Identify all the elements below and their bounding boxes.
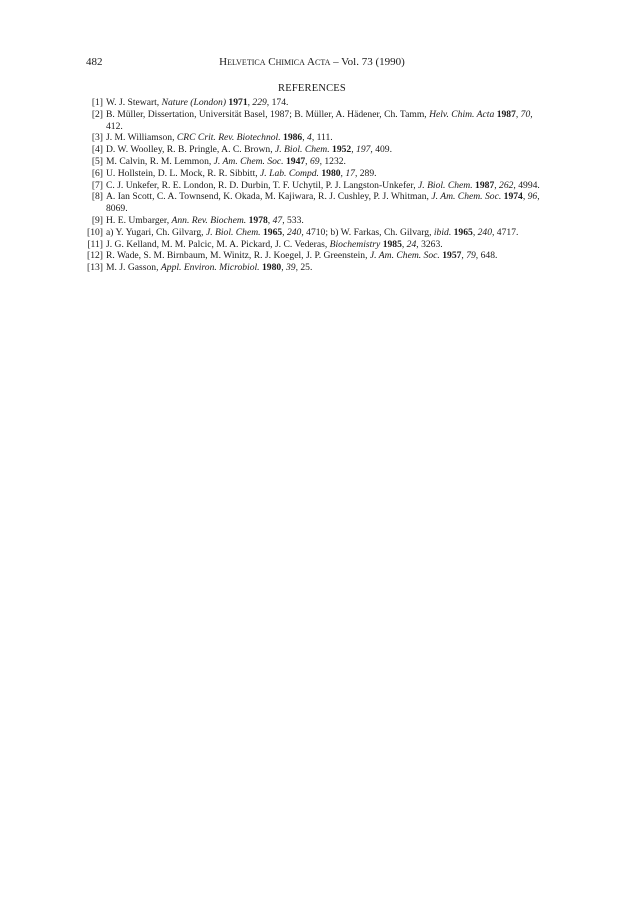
reference-journal-or-volume: J. Biol. Chem. bbox=[418, 179, 473, 191]
reference-text bbox=[104, 250, 546, 262]
reference-number: [2] bbox=[91, 108, 103, 120]
reference-item bbox=[86, 168, 546, 180]
reference-text-segment: , bbox=[494, 179, 500, 191]
reference-journal-or-volume: J. Am. Chem. Soc. bbox=[213, 155, 284, 167]
reference-journal-or-volume: 24 bbox=[406, 238, 417, 250]
reference-item bbox=[86, 109, 546, 133]
reference-item bbox=[86, 239, 546, 251]
reference-item bbox=[86, 227, 546, 239]
reference-text-segment: , bbox=[461, 250, 467, 262]
reference-text-segment: , bbox=[401, 238, 407, 250]
reference-list bbox=[86, 97, 546, 274]
reference-number: [12] bbox=[87, 250, 103, 262]
reference-text-segment: A. Ian Scott, C. A. Townsend, K. Okada, M. Kajiwara, R. J. Cushley, P. J. Whitman, bbox=[106, 191, 432, 203]
reference-text-segment: , 25. bbox=[295, 262, 313, 274]
reference-text-segment: , 289. bbox=[354, 167, 377, 179]
reference-item bbox=[86, 180, 546, 192]
reference-number: [3] bbox=[91, 132, 103, 144]
reference-text bbox=[104, 132, 546, 144]
journal-name: Helvetica Chimica Acta bbox=[219, 56, 331, 68]
reference-text-segment: J. G. Kelland, M. M. Palcic, M. A. Pickard, J. C. Vederas, bbox=[106, 238, 330, 250]
reference-journal-or-volume: J. Am. Chem. Soc. bbox=[369, 250, 440, 262]
reference-text-segment: , 111. bbox=[311, 132, 333, 144]
reference-text-segment: , 412. bbox=[106, 108, 533, 132]
reference-year: 1974 bbox=[503, 191, 523, 203]
reference-text bbox=[104, 180, 546, 192]
reference-journal-or-volume: 39 bbox=[285, 262, 296, 274]
reference-number: [6] bbox=[91, 167, 103, 179]
reference-year: 1952 bbox=[332, 144, 352, 156]
reference-journal-or-volume: 229 bbox=[252, 97, 267, 108]
reference-year: 1947 bbox=[285, 155, 306, 167]
reference-journal-or-volume: ibid. bbox=[433, 226, 452, 238]
reference-item bbox=[86, 132, 546, 144]
reference-number: [11] bbox=[87, 238, 103, 250]
reference-text-segment: W. J. Stewart, bbox=[106, 97, 162, 108]
reference-journal-or-volume: 240 bbox=[286, 226, 302, 238]
reference-journal-or-volume: 79 bbox=[466, 250, 476, 262]
reference-text-segment: J. M. Williamson, bbox=[106, 132, 177, 144]
reference-number: [1] bbox=[91, 97, 103, 108]
reference-journal-or-volume: J. Am. Chem. Soc. bbox=[431, 191, 502, 203]
reference-year: 1957 bbox=[442, 250, 462, 262]
reference-text-segment: B. Müller, Dissertation, Universität Basel, 1987; B. Müller, A. Hädener, Ch. Tamm, bbox=[106, 108, 430, 120]
reference-text-segment: D. W. Woolley, R. B. Pringle, A. C. Brown, bbox=[106, 144, 275, 156]
reference-item bbox=[86, 262, 546, 274]
reference-journal-or-volume: CRC Crit. Rev. Biotechnol. bbox=[176, 132, 281, 144]
page-header bbox=[0, 54, 624, 70]
reference-text bbox=[104, 215, 546, 227]
reference-text-segment: , 4710; b) W. Farkas, Ch. Gilvarg, bbox=[301, 226, 434, 238]
reference-journal-or-volume: Biochemistry bbox=[329, 238, 381, 250]
reference-number: [4] bbox=[91, 144, 103, 156]
reference-journal-or-volume: 47 bbox=[272, 214, 283, 226]
reference-text-segment: , 409. bbox=[370, 144, 392, 156]
reference-journal-or-volume: 240 bbox=[477, 226, 492, 238]
reference-text-segment: M. J. Gasson, bbox=[106, 262, 161, 274]
reference-text-segment: , bbox=[340, 167, 346, 179]
reference-text bbox=[104, 156, 546, 168]
page-number: 482 bbox=[86, 56, 103, 68]
reference-item bbox=[86, 250, 546, 262]
section-title: REFERENCES bbox=[278, 83, 346, 94]
reference-text bbox=[104, 227, 546, 239]
reference-text-segment: , 648. bbox=[475, 250, 498, 262]
reference-text-segment: , bbox=[281, 262, 286, 274]
reference-number: [10] bbox=[87, 226, 103, 238]
reference-year: 1985 bbox=[382, 238, 402, 250]
reference-year: 1965 bbox=[262, 226, 283, 238]
reference-year: 1986 bbox=[283, 132, 303, 144]
reference-journal-or-volume: Helv. Chim. Acta bbox=[429, 108, 495, 120]
reference-journal-or-volume: Nature (London) bbox=[161, 97, 227, 108]
reference-journal-or-volume: 262 bbox=[499, 179, 514, 191]
running-head bbox=[0, 54, 624, 70]
reference-text bbox=[104, 144, 546, 156]
reference-text-segment: , 1232. bbox=[319, 155, 346, 167]
reference-year: 1980 bbox=[321, 167, 341, 179]
reference-text-segment: , bbox=[302, 132, 308, 144]
reference-text-segment: , 3263. bbox=[416, 238, 443, 250]
reference-number: [8] bbox=[91, 191, 103, 203]
reference-text-segment: , bbox=[472, 226, 478, 238]
reference-number: [5] bbox=[91, 155, 103, 167]
reference-text-segment: C. J. Unkefer, R. E. London, R. D. Durbin, T. F. Uchytil, P. J. Langston-Unkefer, bbox=[106, 179, 419, 191]
reference-item bbox=[86, 97, 546, 109]
reference-text-segment: , 533. bbox=[282, 214, 304, 226]
reference-text-segment: , 4994. bbox=[513, 179, 540, 191]
reference-text-segment: , bbox=[267, 214, 273, 226]
reference-item bbox=[86, 144, 546, 156]
reference-text bbox=[104, 168, 546, 180]
reference-item bbox=[86, 191, 546, 215]
reference-text bbox=[104, 239, 546, 251]
reference-journal-or-volume: Appl. Environ. Microbiol. bbox=[160, 262, 260, 274]
reference-text-segment: , 8069. bbox=[106, 191, 540, 215]
reference-year: 1980 bbox=[262, 262, 282, 274]
reference-text-segment: , bbox=[305, 155, 310, 167]
reference-text-segment: , 174. bbox=[266, 97, 289, 108]
reference-year: 1987 bbox=[475, 179, 495, 191]
reference-year: 1987 bbox=[496, 108, 516, 120]
reference-year: 1965 bbox=[453, 226, 473, 238]
reference-text bbox=[104, 109, 546, 133]
volume-info: – Vol. 73 (1990) bbox=[330, 56, 405, 68]
reference-text-segment: , bbox=[247, 97, 253, 108]
reference-text-segment: , bbox=[351, 144, 357, 156]
reference-journal-or-volume: 70 bbox=[520, 108, 531, 120]
reference-item bbox=[86, 156, 546, 168]
reference-journal-or-volume: 4 bbox=[307, 132, 312, 144]
reference-text bbox=[104, 262, 546, 274]
reference-item bbox=[86, 215, 546, 227]
reference-journal-or-volume: 17 bbox=[345, 167, 355, 179]
reference-number: [13] bbox=[87, 262, 103, 274]
reference-text-segment: U. Hollstein, D. L. Mock, R. R. Sibbitt, bbox=[106, 167, 261, 179]
reference-number: [7] bbox=[91, 179, 103, 191]
reference-year: 1971 bbox=[228, 97, 248, 108]
reference-text-segment: , bbox=[282, 226, 287, 238]
reference-journal-or-volume: 197 bbox=[356, 144, 371, 156]
reference-text-segment: , bbox=[522, 191, 528, 203]
reference-text-segment: H. E. Umbarger, bbox=[106, 214, 172, 226]
reference-text bbox=[104, 191, 546, 215]
reference-journal-or-volume: J. Biol. Chem. bbox=[275, 144, 330, 156]
reference-text-segment: a) Y. Yugari, Ch. Gilvarg, bbox=[106, 226, 206, 238]
reference-text-segment: , bbox=[515, 108, 521, 120]
reference-journal-or-volume: Ann. Rev. Biochem. bbox=[171, 214, 247, 226]
reference-text bbox=[104, 97, 546, 109]
reference-text-segment: R. Wade, S. M. Birnbaum, M. Winitz, R. J. Koegel, J. P. Greenstein, bbox=[106, 250, 370, 262]
reference-number: [9] bbox=[91, 214, 103, 226]
reference-year: 1978 bbox=[248, 214, 268, 226]
reference-journal-or-volume: 96 bbox=[527, 191, 538, 203]
reference-text-segment: , 4717. bbox=[492, 226, 519, 238]
reference-journal-or-volume: J. Lab. Compd. bbox=[260, 167, 319, 179]
reference-journal-or-volume: J. Biol. Chem. bbox=[205, 226, 261, 238]
reference-text-segment: M. Calvin, R. M. Lemmon, bbox=[106, 155, 214, 167]
reference-journal-or-volume: 69 bbox=[309, 155, 320, 167]
